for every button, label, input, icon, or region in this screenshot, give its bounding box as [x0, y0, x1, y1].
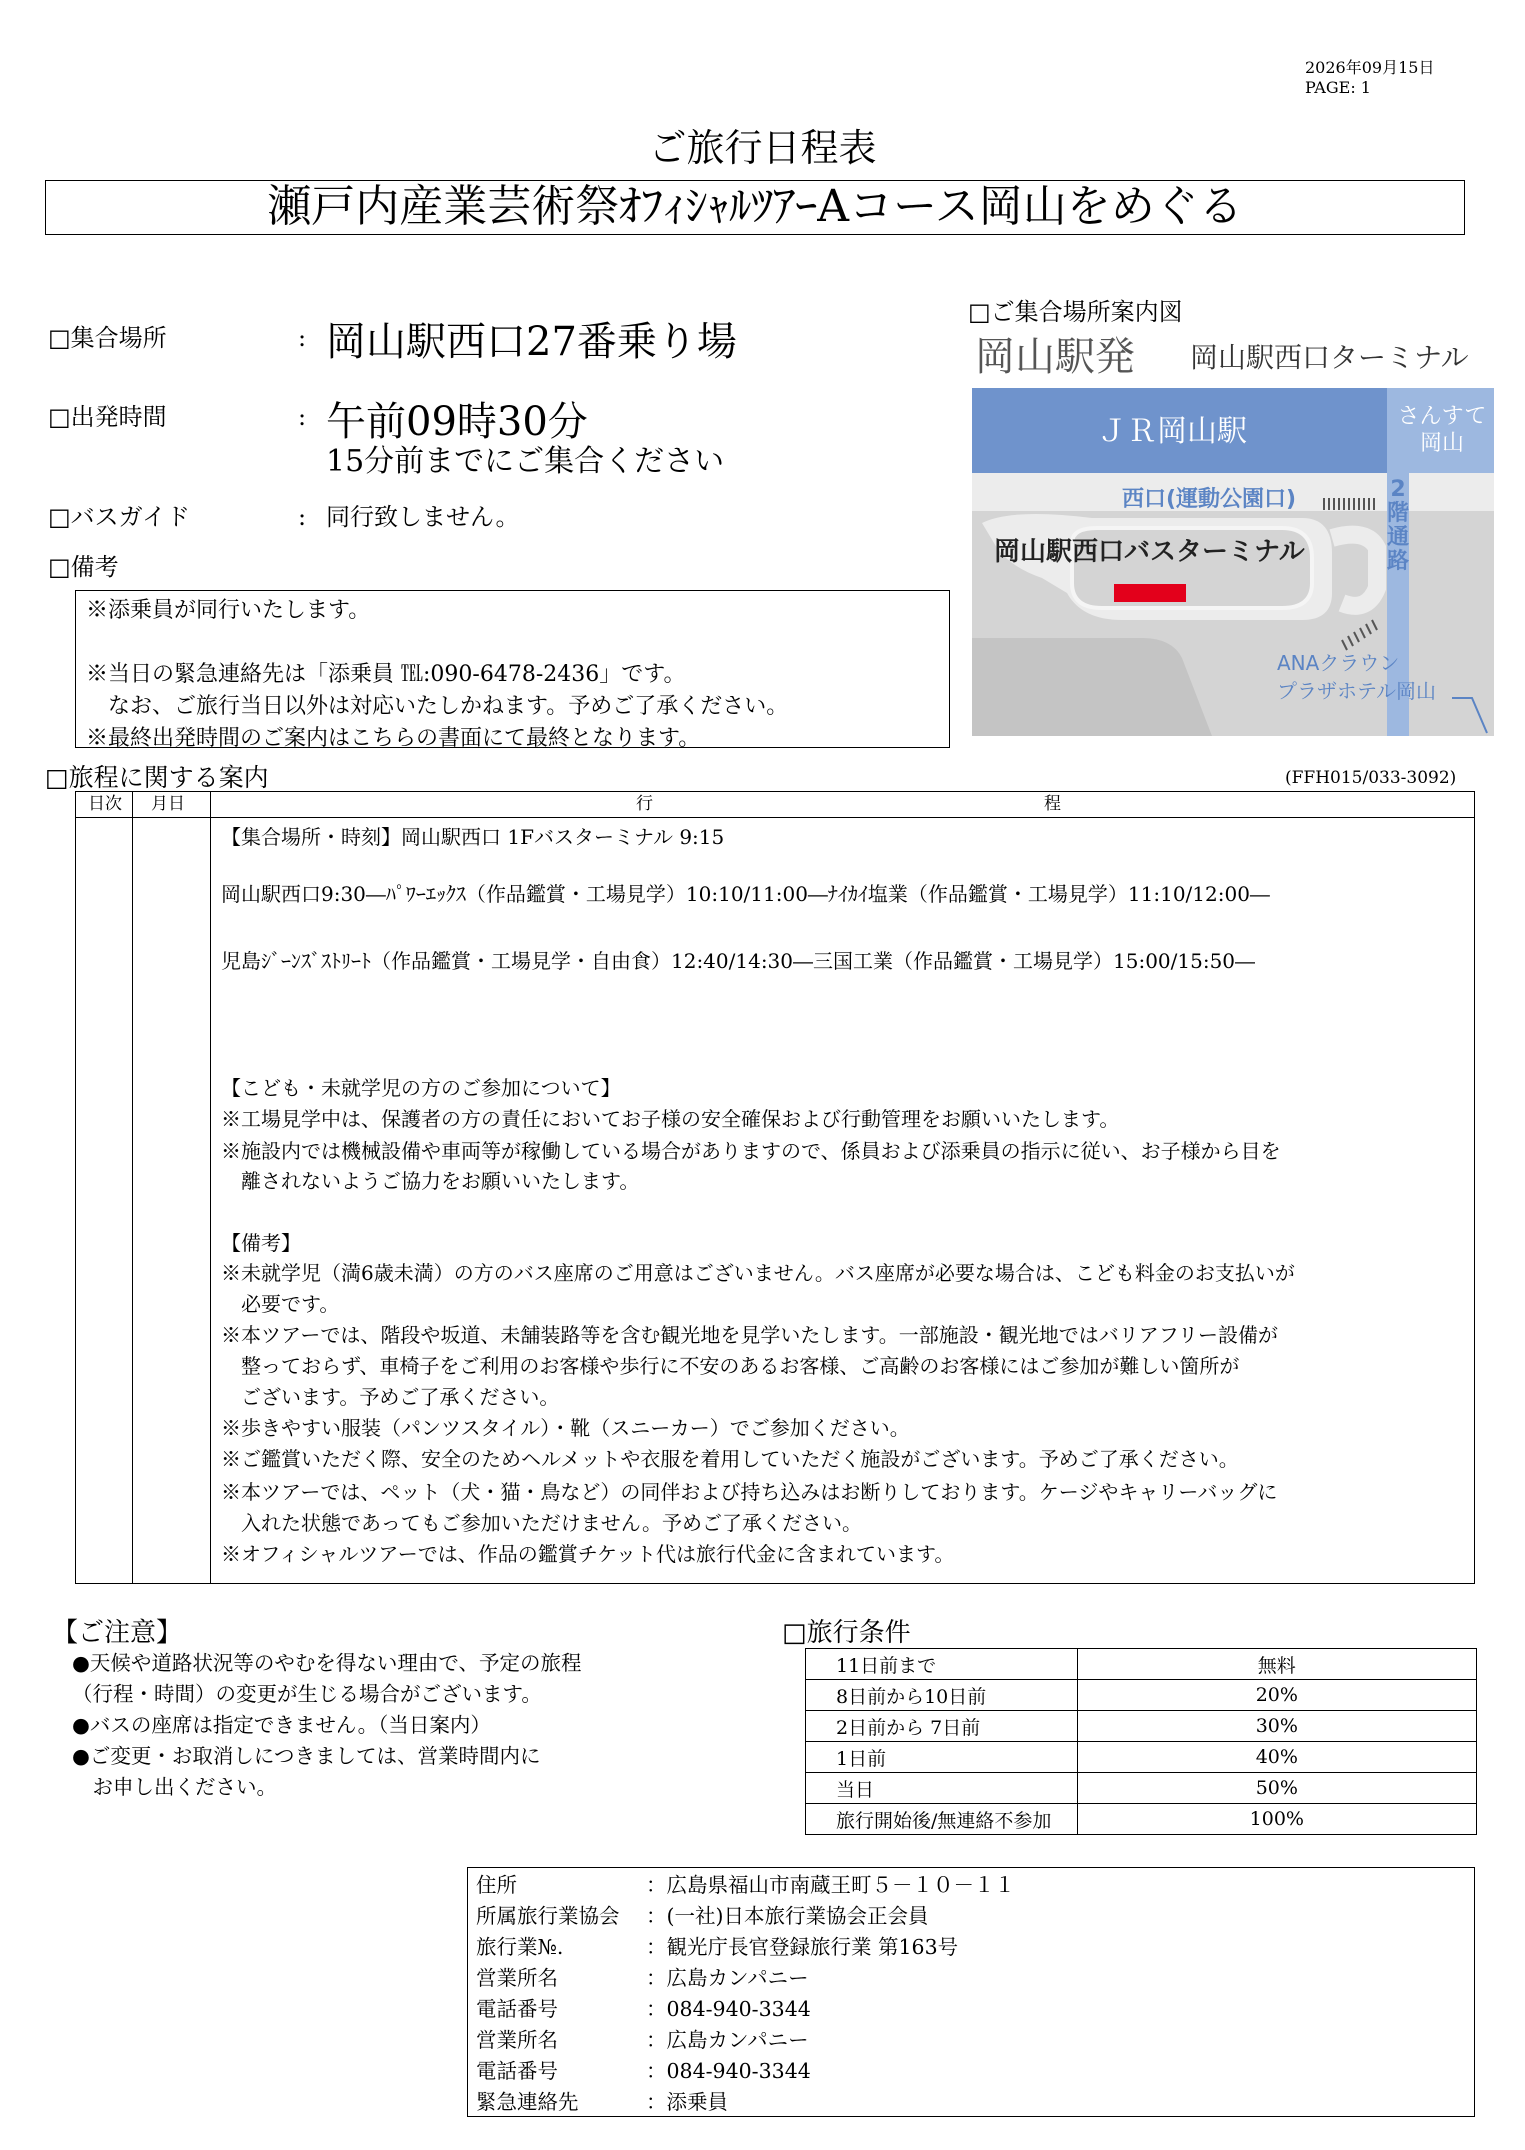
itinerary-line: ※未就学児（満6歳未満）の方のバス座席のご用意はございません。バス座席が必要な場合は、こども料金のお支払いが	[221, 1261, 1295, 1285]
caution-line: ●バスの座席は指定できません。（当日案内）	[72, 1713, 491, 1737]
caution-line: （行程・時間）の変更が生じる場合がございます。	[72, 1682, 542, 1706]
itinerary-line: 離されないようご協力をお願いいたします。	[221, 1169, 640, 1193]
condition-when: 11日前まで	[806, 1649, 1078, 1680]
guide-value: 同行致しません。	[326, 503, 520, 531]
company-value: ：広島カンパニー	[646, 1966, 809, 1990]
bus-terminal-label: 岡山駅西口バスターミナル	[994, 537, 1305, 567]
itinerary-code: (FFH015/033-3092)	[1285, 768, 1457, 788]
itinerary-line: ※ご鑑賞いただく際、安全のためヘルメットや衣服を着用していただく施設がございます。予めご了承ください。	[221, 1447, 1239, 1471]
itinerary-line: ※歩きやすい服装（パンツスタイル）・靴（スニーカー）でご参加ください。	[221, 1416, 910, 1440]
itinerary-line: 必要です。	[221, 1292, 340, 1316]
company-row	[476, 2025, 809, 2056]
company-key: 営業所名	[476, 2028, 558, 2052]
column-divider	[132, 792, 133, 1583]
meeting-place-label: □集合場所	[48, 324, 167, 352]
col-header-route: 行	[636, 794, 653, 814]
company-row	[476, 1963, 809, 1994]
company-value: ：広島県福山市南蔵王町５－１０－１１	[646, 1873, 1015, 1897]
company-row	[476, 1994, 811, 2025]
condition-when: 8日前から10日前	[806, 1680, 1078, 1711]
company-key: 営業所名	[476, 1966, 558, 1990]
company-row	[476, 1901, 929, 1932]
condition-fee: 30%	[1077, 1711, 1476, 1742]
itinerary-table	[75, 791, 1475, 1584]
condition-fee: 無料	[1077, 1649, 1476, 1680]
itinerary-line: 整っておらず、車椅子をご利用のお客様や歩行に不安のあるお客様、ご高齢のお客様にはご参加が難しい箇所が	[221, 1354, 1240, 1378]
company-row	[476, 2087, 728, 2118]
company-info-box	[467, 1867, 1475, 2117]
meeting-place-value: 岡山駅西口27番乗り場	[326, 319, 737, 365]
departure-note: 15分前までにご集合ください	[326, 444, 725, 479]
itinerary-line: ※オフィシャルツアーでは、作品の鑑賞チケット代は旅行代金に含まれています。	[221, 1542, 955, 1566]
caution-line: ●ご変更・お取消しにつきましては、営業時間内に	[72, 1744, 541, 1768]
corridor-label: 2	[1390, 477, 1406, 502]
table-row	[806, 1711, 1477, 1742]
itinerary-section-title: □旅程に関する案内	[45, 763, 269, 792]
condition-fee: 100%	[1077, 1804, 1476, 1835]
company-row	[476, 1870, 1015, 1901]
print-date: 2026年09月15日	[1305, 58, 1435, 77]
table-row	[806, 1773, 1477, 1804]
meeting-place-map	[972, 388, 1494, 736]
itinerary-line: ※工場見学中は、保護者の方の責任においてお子様の安全確保および行動管理をお願いいたします。	[221, 1107, 1120, 1131]
itinerary-line: ※施設内では機械設備や車両等が稼働している場合がありますので、係員および添乗員の指示に従い、お子様から目を	[221, 1139, 1281, 1163]
company-value: ：(一社)日本旅行業協会正会員	[646, 1904, 929, 1928]
corridor-label: 階	[1386, 501, 1410, 526]
itinerary-line: ※本ツアーでは、ペット（犬・猫・鳥など）の同伴および持ち込みはお断りしております。ケージやキャリーバッグに	[221, 1480, 1278, 1504]
col-header-day: 日次	[88, 794, 122, 814]
table-row	[806, 1680, 1477, 1711]
caution-line: ●天候や道路状況等のやむを得ない理由で、予定の旅程	[72, 1651, 582, 1675]
caution-title: 【ご注意】	[52, 1618, 183, 1648]
meeting-point-marker	[1114, 584, 1186, 602]
sansute-label: さんすて	[1397, 404, 1487, 429]
condition-when: 1日前	[806, 1742, 1078, 1773]
sansute-label: 岡山	[1419, 431, 1465, 456]
remark-line	[86, 627, 939, 659]
conditions-title: □旅行条件	[782, 1618, 911, 1648]
company-value: ：広島カンパニー	[646, 2028, 809, 2052]
company-row	[476, 2056, 811, 2087]
condition-when: 旅行開始後/無連絡不参加	[806, 1804, 1078, 1835]
itinerary-line: 【こども・未就学児の方のご参加について】	[221, 1076, 621, 1100]
itinerary-body	[211, 817, 1474, 1583]
departure-value: 午前09時30分	[326, 399, 588, 445]
col-header-route: 程	[1044, 794, 1061, 814]
itinerary-line: ※本ツアーでは、階段や坂道、未舗装路等を含む観光地を見学いたします。一部施設・観光地ではバリアフリー設備が	[221, 1323, 1278, 1347]
company-value: ：添乗員	[646, 2090, 728, 2114]
condition-when: 2日前から 7日前	[806, 1711, 1078, 1742]
page-number: PAGE: 1	[1305, 78, 1371, 97]
itinerary-line: 【集合場所・時刻】岡山駅西口 1Fバスターミナル 9:15	[221, 825, 725, 849]
west-exit-label: 西口(運動公園口)	[1122, 487, 1297, 512]
remark-line: ※最終出発時間のご案内はこちらの書面にて最終となります。	[86, 726, 701, 751]
company-key: 緊急連絡先	[476, 2090, 579, 2114]
itinerary-line: 児島ｼﾞｰﾝｽﾞｽﾄﾘｰﾄ（作品鑑賞・工場見学・自由食）12:40/14:30―三国工業（作品鑑賞・工場見学）15:00/15:50―	[221, 949, 1256, 973]
company-value: ：084-940-3344	[646, 2059, 811, 2083]
condition-fee: 20%	[1077, 1680, 1476, 1711]
remarks-box	[75, 590, 950, 751]
company-row	[476, 1932, 958, 1963]
company-value: ：観光庁長官登録旅行業 第163号	[646, 1935, 959, 1959]
hotel-label: プラザホテル岡山	[1277, 679, 1436, 703]
itinerary-line: 【備考】	[221, 1231, 301, 1255]
map-section-title: □ご集合場所案内図	[968, 298, 1183, 326]
caution-list	[72, 1648, 581, 1803]
company-key: 電話番号	[476, 1997, 558, 2021]
header-date-block	[1305, 58, 1434, 98]
condition-fee: 50%	[1077, 1773, 1476, 1804]
remarks-label: □備考	[48, 553, 119, 581]
tour-name-box	[45, 180, 1465, 235]
guide-label: □バスガイド	[48, 503, 190, 531]
document-title: ご旅行日程表	[648, 126, 877, 170]
company-value: ：084-940-3344	[646, 1997, 811, 2021]
map-heading-main: 岡山駅発	[975, 334, 1135, 380]
remark-line: なお、ご旅行当日以外は対応いたしかねます。予めご了承ください。	[86, 694, 789, 719]
remark-line: ※当日の緊急連絡先は「添乗員 ℡:090-6478-2436」です。	[86, 662, 686, 687]
table-row	[806, 1649, 1477, 1680]
table-row	[806, 1804, 1477, 1835]
meeting-place-colon: :	[298, 324, 307, 352]
table-row	[806, 1742, 1477, 1773]
col-header-date: 月日	[151, 794, 185, 814]
cancellation-fee-table	[805, 1648, 1477, 1835]
itinerary-line: 岡山駅西口9:30―ﾊﾟﾜｰｴｯｸｽ（作品鑑賞・工場見学）10:10/11:00―ﾅｲｶｲ塩業（作品鑑賞・工場見学）11:10/12:00―	[221, 882, 1270, 906]
corridor-label: 路	[1386, 549, 1410, 574]
caution-line: お申し出ください。	[72, 1775, 277, 1799]
guide-colon: :	[298, 503, 307, 531]
itinerary-line: 入れた状態であってもご参加いただけません。予めご了承ください。	[221, 1511, 862, 1535]
departure-label: □出発時間	[48, 403, 167, 431]
map-heading-sub: 岡山駅西口ターミナル	[1190, 341, 1469, 374]
corridor-label: 通	[1386, 525, 1410, 550]
remark-line: ※添乗員が同行いたします。	[86, 598, 371, 623]
hotel-label: ANAクラウン	[1277, 651, 1400, 675]
company-key: 電話番号	[476, 2059, 558, 2083]
tour-name: 瀬戸内産業芸術祭ｵﾌｨｼｬﾙﾂｱｰAコース岡山をめぐる	[267, 181, 1243, 232]
company-key: 旅行業№.	[476, 1935, 564, 1959]
company-key: 住所	[476, 1873, 517, 1897]
station-label: ＪＲ岡山駅	[1097, 414, 1247, 449]
itinerary-header-row	[76, 792, 1474, 818]
itinerary-line: ございます。予めご了承ください。	[221, 1385, 560, 1409]
departure-colon: :	[298, 403, 307, 431]
map-block	[972, 638, 1212, 736]
condition-fee: 40%	[1077, 1742, 1476, 1773]
condition-when: 当日	[806, 1773, 1078, 1804]
company-key: 所属旅行業協会	[476, 1904, 620, 1928]
